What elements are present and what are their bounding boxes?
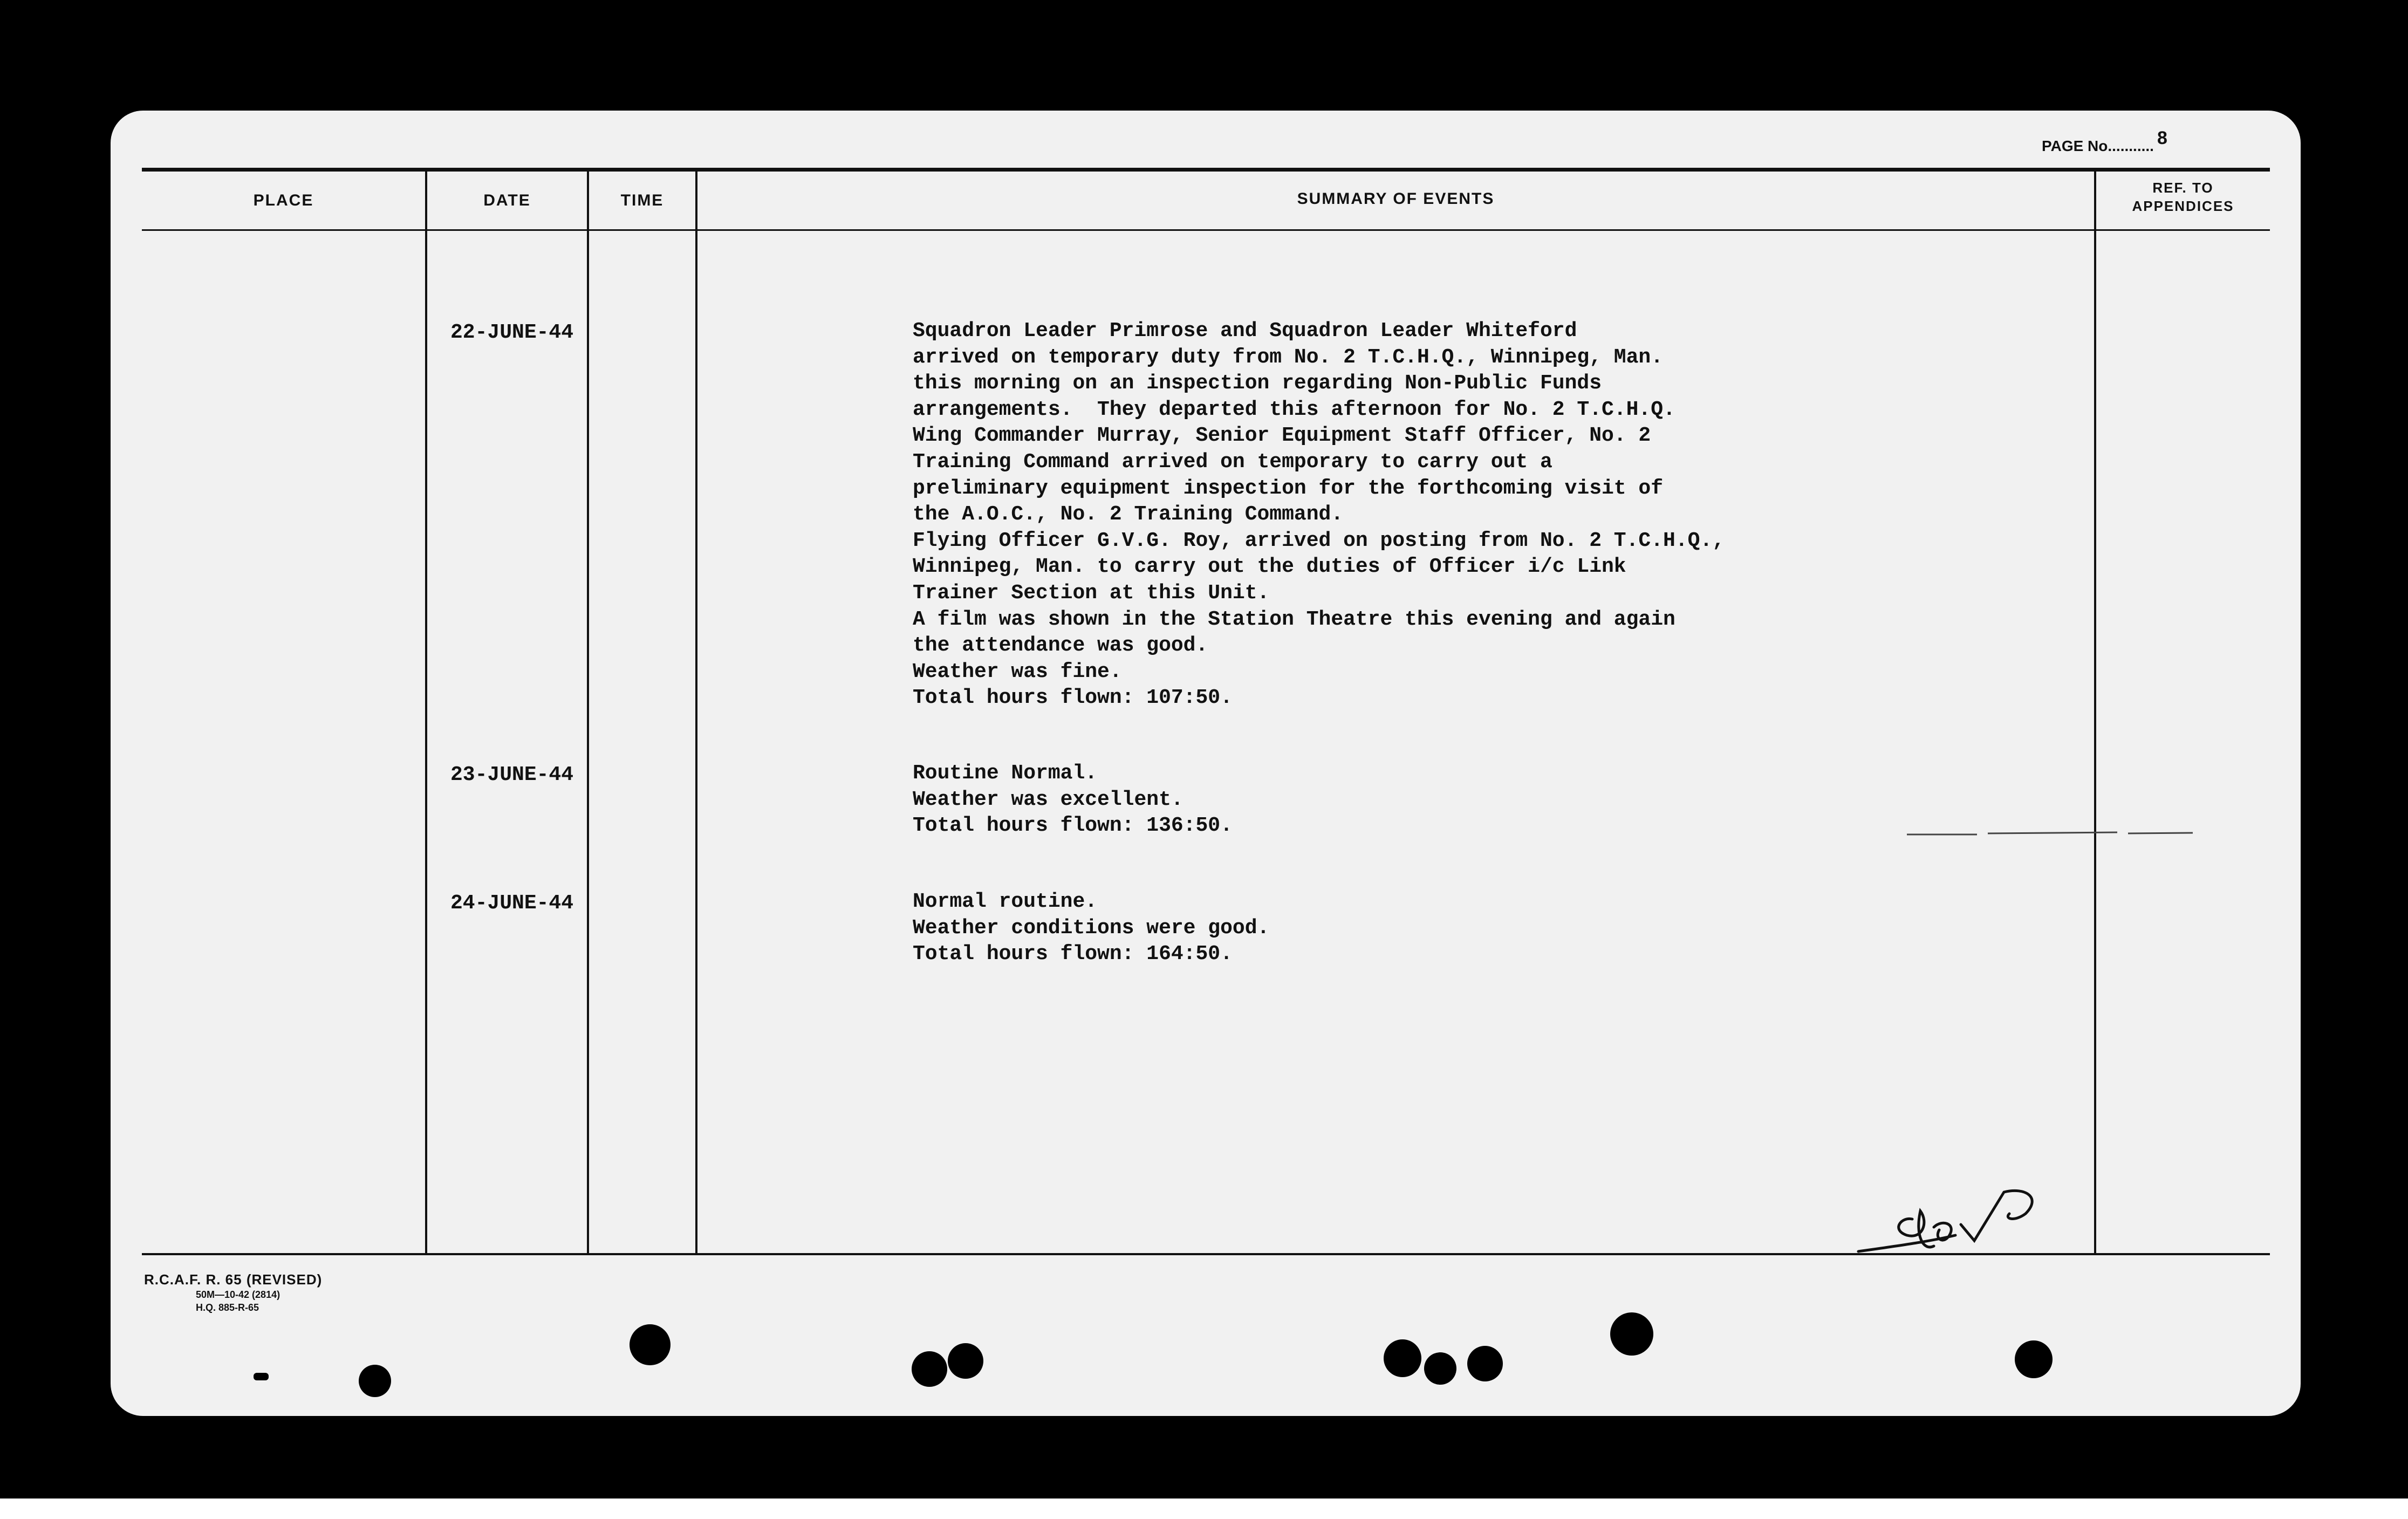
entry-date: 22-JUNE-44 [450,321,574,344]
entry-summary [913,318,1725,711]
column-header-time: TIME [620,191,664,209]
binder-hole [912,1351,947,1387]
column-header-date: DATE [483,191,531,209]
summary-line: preliminary equipment inspection for the forthcoming visit of [913,476,1664,500]
column-divider-summary-ref [2094,170,2096,1254]
form-print-code: 50M—10-42 (2814) [196,1289,281,1300]
summary-line: Total hours flown: 107:50. [913,686,1233,710]
column-header-ref-to: REF. TO [2152,180,2214,196]
binder-hole [359,1365,391,1397]
form-hq-code: H.Q. 885-R-65 [196,1302,259,1313]
binder-hole [2015,1340,2053,1378]
entry-summary [913,889,1269,968]
summary-line: Routine Normal. [913,762,1098,785]
form-name: R.C.A.F. R. 65 (REVISED) [144,1271,323,1288]
summary-line: arrangements. They departed this afternoon for No. 2 T.C.H.Q. [913,398,1675,421]
summary-line: Weather conditions were good. [913,916,1270,940]
page-number-field: PAGE No........... 8 [2042,128,2167,154]
scan-bottom-border [0,1499,2408,1519]
summary-line: Flying Officer G.V.G. Roy, arrived on posting from No. 2 T.C.H.Q., [913,529,1725,552]
summary-line: Squadron Leader Primrose and Squadron Leader Whiteford [913,319,1577,343]
entry-date: 23-JUNE-44 [450,763,574,786]
summary-line: Total hours flown: 136:50. [913,814,1233,838]
page-number-label: PAGE No. [2042,138,2112,154]
binder-hole [948,1343,983,1379]
summary-line: the A.O.C., No. 2 Training Command. [913,503,1344,526]
summary-line: Winnipeg, Man. to carry out the duties of Officer i/c Link [913,555,1626,579]
summary-line: Wing Commander Murray, Senior Equipment Staff Officer, No. 2 [913,424,1651,448]
header-bottom-rule [142,229,2270,231]
binder-hole [1610,1312,1653,1356]
binder-hole [1384,1339,1421,1377]
entry-date: 24-JUNE-44 [450,892,574,915]
column-header-summary: SUMMARY OF EVENTS [1297,190,1495,208]
binder-hole [1424,1352,1456,1385]
diary-form-sheet [111,111,2301,1416]
header-top-rule [142,168,2270,172]
summary-line: Total hours flown: 164:50. [913,942,1233,966]
handwritten-initials [1848,1181,2074,1262]
column-header-place: PLACE [253,191,314,209]
summary-line: Training Command arrived on temporary to carry out a [913,450,1552,474]
summary-line: this morning on an inspection regarding Non-Public Funds [913,372,1602,395]
column-divider-time-summary [695,170,697,1254]
binder-hole [630,1324,671,1365]
summary-line: the attendance was good. [913,634,1208,658]
margin-pencil-mark [1901,823,2204,844]
summary-line: Trainer Section at this Unit. [913,581,1270,605]
binder-hole [1467,1346,1503,1381]
summary-line: A film was shown in the Station Theatre this evening and again [913,607,1675,631]
binder-hole [254,1373,269,1380]
page-number-value: 8 [2157,128,2167,148]
entry-summary [913,761,1233,839]
summary-line: arrived on temporary duty from No. 2 T.C.H.Q., Winnipeg, Man. [913,345,1664,369]
column-divider-place-date [425,170,427,1254]
summary-line: Weather was excellent. [913,788,1184,811]
summary-line: Normal routine. [913,890,1098,913]
form-reference [144,1271,322,1314]
column-divider-date-time [587,170,589,1254]
column-header-appendices: APPENDICES [2132,198,2234,214]
summary-line: Weather was fine. [913,660,1122,683]
